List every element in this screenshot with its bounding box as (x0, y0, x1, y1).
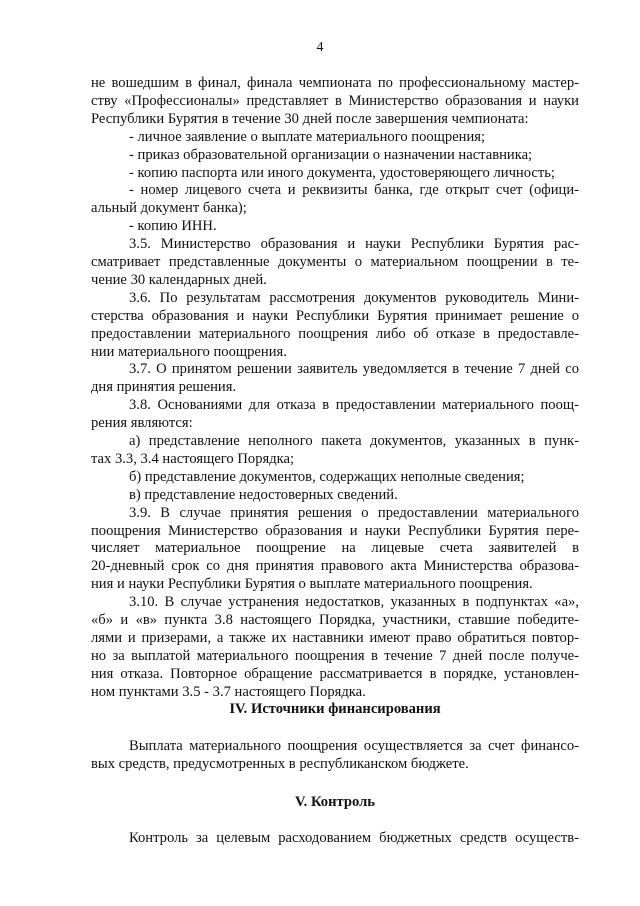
text-line: не вошедшим в финал, финала чемпионата по профессиональному мастер- (91, 75, 579, 91)
page-number: 4 (316, 40, 324, 55)
text-line: а) представление неполного пакета документов, указанных в пунк- (129, 433, 579, 449)
text-line: ния отказа. Повторное обращение рассматривается в порядке, установлен- (91, 665, 579, 682)
text-line: но за выплатой материального поощрения в течение 7 дней после получе- (91, 647, 579, 664)
text-line: 3.10. В случае устранения недостатков, указанных в подпунктах «а», (129, 594, 579, 611)
text-line: ния и науки Республики Бурятия о выплате материального поощрения. (91, 576, 533, 593)
text-line: 3.8. Основаниями для отказа в предоставлении материального поощ- (129, 397, 579, 414)
text-line: вых средств, предусмотренных в республиканском бюджете. (91, 756, 469, 772)
text-line: - личное заявление о выплате материального поощрения; (129, 128, 486, 145)
text-line: чение 30 календарных дней. (91, 271, 267, 288)
text-line: б) представление документов, содержащих неполные сведения; (129, 468, 525, 485)
text-line: Выплата материального поощрения осуществляется за счет финансо- (129, 738, 579, 754)
text-line: альный документ банка); (91, 200, 247, 217)
section-heading-control: V. Контроль (295, 794, 375, 810)
text-line: «б» и «в» пункта 3.8 настоящего Порядка, участники, ставшие победите- (91, 612, 579, 628)
text-line: 3.9. В случае принятия решения о предоставлении материального (129, 504, 579, 521)
text-line: - приказ образовательной организации о назначении наставника; (129, 146, 533, 163)
text-line: - копию паспорта или иного документа, удостоверяющего личность; (129, 164, 555, 181)
text-line: рения являются: (91, 415, 193, 432)
text-line: в) представление недостоверных сведений. (129, 486, 398, 503)
text-line: 20-дневный срок со дня принятия правового акта Министерства образова- (91, 558, 579, 575)
text-line: числяет материальное поощрение на лицевые счета заявителей в (91, 540, 579, 557)
text-line: 3.6. По результатам рассмотрения документов руководитель Мини- (129, 289, 579, 306)
text-line: сматривает представленные документы о материальном поощрении в те- (91, 254, 579, 270)
text-line: Контроль за целевым расходованием бюджетных средств осуществ- (129, 830, 579, 846)
text-line: нии материального поощрения. (91, 343, 287, 360)
text-line: - номер лицевого счета и реквизиты банка, где открыт счет (офици- (129, 182, 579, 199)
text-line: 3.5. Министерство образования и науки Республики Бурятия рас- (129, 236, 579, 253)
text-line: поощрения Министерство образования и науки Республики Бурятия пере- (91, 522, 579, 539)
text-line: ству «Профессионалы» представляет в Министерство образования и науки (91, 92, 579, 109)
section-heading-financing: IV. Источники финансирования (229, 701, 441, 717)
text-line: дня принятия решения. (91, 379, 237, 396)
text-line: ном пунктами 3.5 - 3.7 настоящего Порядка. (91, 683, 366, 700)
text-line: Республики Бурятия в течение 30 дней после завершения чемпионата: (91, 110, 529, 127)
text-line: 3.7. О принятом решении заявитель уведомляется в течение 7 дней со (129, 361, 579, 378)
text-line: стерства образования и науки Республики Бурятия принимает решение о (91, 307, 579, 324)
text-line: предоставлении материального поощрения либо об отказе в предоставле- (91, 325, 579, 342)
text-line: тах 3.3, 3.4 настоящего Порядка; (91, 450, 295, 467)
text-line: - копию ИНН. (129, 218, 217, 235)
text-line: лями и призерами, а также их наставники имеют право обратиться повтор- (91, 629, 579, 646)
